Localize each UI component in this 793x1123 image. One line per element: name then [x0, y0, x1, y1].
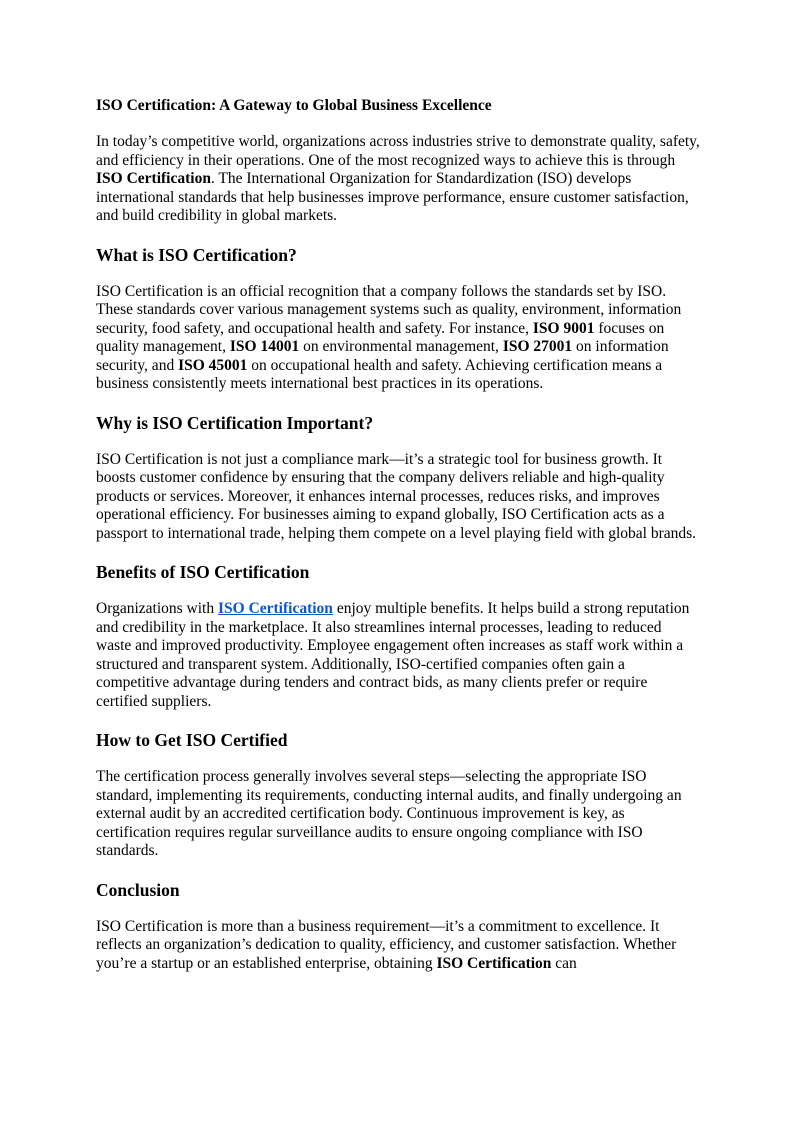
bold-iso-27001: ISO 27001 — [502, 338, 573, 355]
document-title: ISO Certification: A Gateway to Global Business Excellence — [96, 97, 492, 114]
heading-conclusion: Conclusion — [96, 879, 180, 900]
conclusion-text-2: can — [551, 954, 577, 972]
conclusion-bold-iso-certification: ISO Certification — [436, 954, 552, 972]
benefits-text-1: Organizations with — [96, 600, 218, 617]
what-is-text-3: on environmental management, — [299, 338, 503, 355]
intro-bold-iso-certification: ISO Certification — [96, 170, 211, 187]
bold-iso-45001: ISO 45001 — [178, 356, 248, 374]
benefits-text-2: enjoy multiple benefits. It helps build a strong reputation and credibility in the marketplace. It also streamlines internal processes, leading to reduced waste and improved productivity. Employee engagement often increases as staff work within a structured and transparent system. Additionally, ISO-certified companies often gain a competitive advantage during tenders and contract bids, as many clients prefer or require certified suppliers. — [96, 600, 690, 710]
document-page — [96, 96, 700, 973]
benefits-paragraph — [96, 600, 700, 711]
heading-how-to-certify: How to Get ISO Certified — [96, 730, 288, 750]
heading-benefits: Benefits of ISO Certification — [96, 562, 310, 582]
what-is-text-4: on information security, and — [96, 338, 669, 374]
what-is-text-1: ISO Certification is an official recognition that a company follows the standards set by ISO. These standards cover various management systems such as quality, environment, information security, food safety, and occupational health and safety. For instance, — [96, 282, 682, 337]
bold-iso-14001: ISO 14001 — [229, 338, 300, 355]
bold-iso-9001: ISO 9001 — [532, 319, 595, 337]
intro-text-1: In today’s competitive world, organizations across industries strive to demonstrate quality, safety, and efficiency in their operations. One of the most recognized ways to achieve this is through — [96, 133, 700, 169]
what-is-text-2: focuses on quality management, — [96, 319, 665, 355]
intro-paragraph — [96, 133, 700, 226]
what-is-text-5: on occupational health and safety. Achieving certification means a business consistently meets international best practices in its operations. — [96, 356, 663, 392]
conclusion-text-1: ISO Certification is more than a business requirement—it’s a commitment to excellence. It reflects an organization’s dedication to quality, efficiency, and customer satisfaction. Whether you’re a startup or an established enterprise, obtaining — [96, 917, 677, 972]
what-is-paragraph — [96, 283, 700, 394]
how-to-paragraph: The certification process generally involves several steps—selecting the appropriate ISO standard, implementing its requirements, conducting internal audits, and finally undergoing an external audit by an accredited certification body. Continuous improvement is key, as certification requires regular surveillance audits to ensure ongoing compliance with ISO standards. — [96, 768, 682, 859]
iso-certification-link[interactable]: ISO Certification — [217, 600, 333, 617]
conclusion-paragraph — [96, 918, 700, 974]
heading-what-is: What is ISO Certification? — [96, 244, 297, 265]
why-important-paragraph: ISO Certification is not just a compliance mark—it’s a strategic tool for business growth. It boosts customer confidence by ensuring that the company delivers reliable and high-quality products or services. Moreover, it enhances internal processes, reduces risks, and improves operational efficiency. For businesses aiming to expand globally, ISO Certification acts as a passport to international trade, helping them compete on a level playing field with global brands. — [96, 450, 697, 542]
intro-text-2: . The International Organization for Standardization (ISO) develops international standards that help businesses improve performance, ensure customer satisfaction, and build credibility in global markets. — [96, 170, 689, 224]
heading-why-important: Why is ISO Certification Important? — [96, 412, 374, 433]
